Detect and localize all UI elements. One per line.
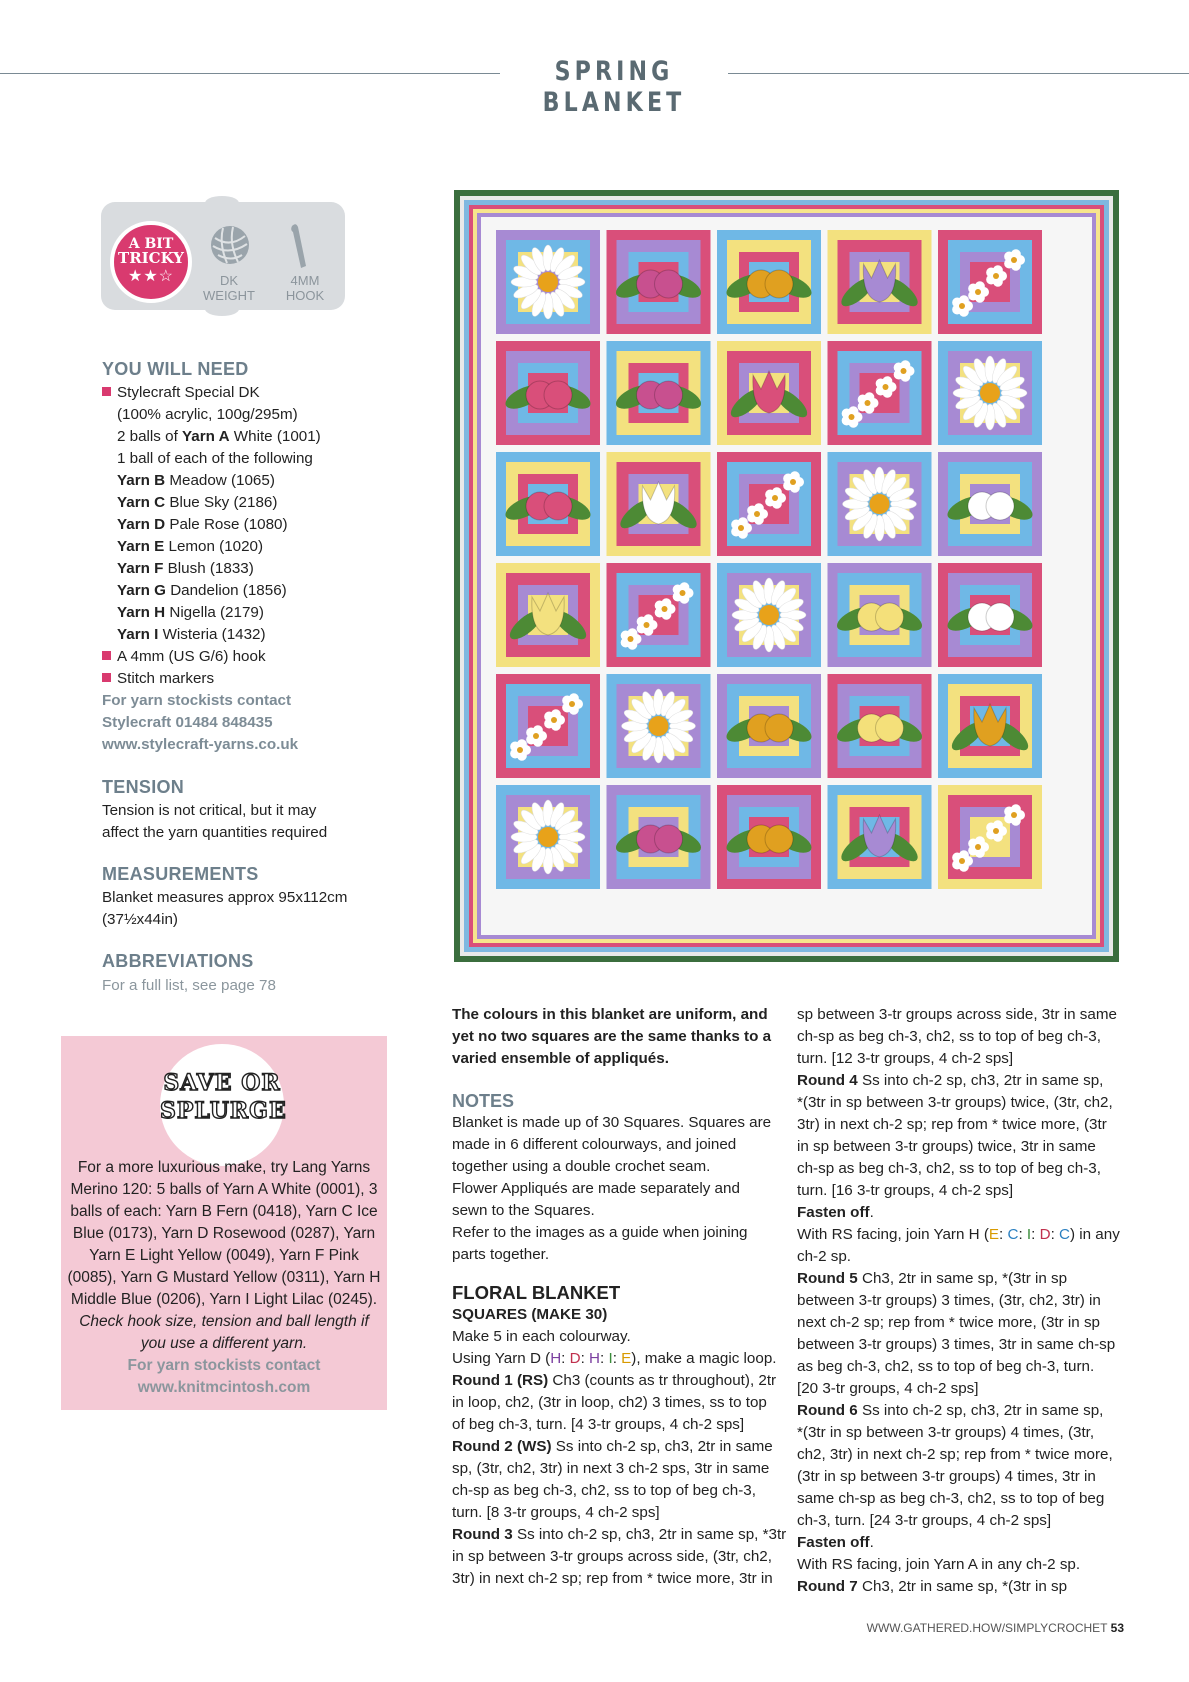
blanket-square: [496, 563, 600, 667]
yarn-name: Yarn H: [117, 604, 166, 621]
notes-line: Flower Appliqués are made separately and: [452, 1180, 740, 1197]
yarn-a-line: [102, 426, 402, 448]
notes-line: Blanket is made up of 30 Squares. Squares are: [452, 1114, 772, 1131]
blanket-square: [717, 452, 821, 556]
join-pre: With RS facing, join Yarn H (: [797, 1226, 989, 1243]
measurements-text: [102, 887, 402, 931]
round-text: Ch3, 2tr in same sp, *(3tr in sp: [857, 1578, 1068, 1595]
col2b-lines: [797, 1268, 1137, 1598]
header-rule-left: [0, 73, 500, 74]
round-text: *(3tr in sp between 3-tr groups) twice, (3tr, ch2,: [797, 1094, 1113, 1111]
round-text: Ss into ch-2 sp, ch3, 2tr in same: [551, 1438, 773, 1455]
round-label: Round 5: [797, 1270, 858, 1287]
round-text: turn. [16 3-tr groups, 4 ch-2 sps]: [797, 1182, 1014, 1199]
pattern-line: [797, 1268, 1137, 1290]
yarn-name: Yarn F: [117, 560, 164, 577]
blanket-square: [828, 785, 932, 889]
splurge-contact-1: For yarn stockists contact: [127, 1357, 321, 1374]
blanket-square: [828, 674, 932, 778]
blanket-square: [717, 674, 821, 778]
stockist-contact-1: For yarn stockists contact: [102, 692, 292, 709]
yarn-a-name: Yarn A: [182, 428, 230, 445]
pattern-line: [797, 1554, 1137, 1576]
abbreviations-heading: ABBREVIATIONS: [102, 951, 254, 971]
blanket-square: [607, 785, 711, 889]
yarn-h: [102, 602, 402, 624]
round-text: sp, (3tr, ch2, 3tr) in next 3 ch-2 sps, 3tr in same: [452, 1460, 770, 1477]
round-text: [20 3-tr groups, 4 ch-2 sps]: [797, 1380, 979, 1397]
stockist-contact-2: Stylecraft 01484 848435: [102, 714, 273, 731]
pattern-line: [452, 1480, 792, 1502]
pattern-line: [452, 1524, 792, 1546]
round-text: Ss into ch-2 sp, ch3, 2tr in same sp, *3tr: [512, 1526, 787, 1543]
round-text: 3tr) in next ch-2 sp; rep from * twice more, 3tr in: [452, 1570, 773, 1587]
pattern-line: [797, 1400, 1137, 1422]
round-text: With RS facing, join Yarn A in any ch-2 sp.: [797, 1556, 1081, 1573]
yarn-i: [102, 624, 402, 646]
weight-label-line2: WEIGHT: [203, 288, 255, 303]
blanket-square: [828, 452, 932, 556]
yarn-colour: Pale Rose (1080): [165, 516, 288, 533]
round-text: Ss into ch-2 sp, ch3, 2tr in same sp,: [857, 1402, 1104, 1419]
notes-line: sewn to the Squares.: [452, 1202, 595, 1219]
tension-heading: TENSION: [102, 777, 185, 797]
yarn-colour: Blue Sky (2186): [165, 494, 278, 511]
pattern-line: [797, 1092, 1137, 1114]
blanket-square: [607, 341, 711, 445]
save-or-splurge-title-2: SPLURGE: [160, 1098, 287, 1124]
blanket-square: [607, 452, 711, 556]
round-text: (3tr in sp between 3-tr groups) 4 times, 3tr in: [797, 1468, 1096, 1485]
badge-notch-bottom: [205, 302, 239, 316]
using-pre: Using Yarn D (: [452, 1350, 551, 1367]
round-text: in loop, ch2, (3tr in loop, ch2) 3 times, ss to top: [452, 1394, 767, 1411]
pattern-line: [797, 1312, 1137, 1334]
blanket-square: [496, 785, 600, 889]
blanket-square: [828, 341, 932, 445]
round-label: Round 3: [452, 1526, 513, 1543]
yarn-colour: Meadow (1065): [165, 472, 275, 489]
round-text: .: [869, 1204, 874, 1221]
round-text: ch-sp as beg ch-3, ch2, ss to top of beg ch-3,: [452, 1482, 756, 1499]
intro-text: [452, 1004, 792, 1070]
bullet-icon: [102, 673, 111, 682]
yarn-a-pre: 2 balls of: [117, 428, 183, 445]
yarn-colour: Dandelion (1856): [165, 582, 287, 599]
save-or-splurge-text: [66, 1157, 382, 1399]
intro-line-3: varied ensemble of appliqués.: [452, 1050, 669, 1067]
pattern-line: [452, 1392, 792, 1414]
pattern-line: [797, 1202, 1137, 1224]
blanket-square: [717, 563, 821, 667]
blanket-square: [607, 674, 711, 778]
yarn-code: D: [1039, 1226, 1051, 1243]
pattern-line: [452, 1370, 792, 1392]
blanket-square: [938, 341, 1042, 445]
pattern-line: [797, 1290, 1137, 1312]
notes-line: Refer to the images as a guide when joining: [452, 1224, 748, 1241]
col1-lines: [452, 1370, 792, 1590]
materials-markers: [102, 668, 402, 690]
splurge-note: Check hook size, tension and ball length if you use a different yarn.: [79, 1313, 369, 1352]
round-text: Ch3, 2tr in same sp, *(3tr in sp: [857, 1270, 1068, 1287]
materials-yarn: [102, 382, 402, 404]
yarn-code: E: [988, 1226, 1000, 1243]
yarn-name: Yarn C: [117, 494, 166, 511]
blanket-square: [828, 230, 932, 334]
blanket-square: [607, 563, 711, 667]
yarn-name: Yarn I: [117, 626, 159, 643]
squares-subheading: SQUARES (MAKE 30): [452, 1306, 608, 1323]
round-label: Round 1 (RS): [452, 1372, 549, 1389]
splurge-website[interactable]: www.knitmcintosh.com: [137, 1379, 311, 1396]
notes-line: made in 6 different colourways, and joined: [452, 1136, 737, 1153]
blanket-square: [607, 230, 711, 334]
yarn-colour: Blush (1833): [163, 560, 254, 577]
join-yarn-h-line: With RS facing, join Yarn H (E: C: I: D: C) in any: [797, 1226, 1120, 1243]
yarn-colour: Wisteria (1432): [158, 626, 266, 643]
round-text: next ch-2 sp; rep from * twice more, (3tr in sp: [797, 1314, 1101, 1331]
pattern-column-1: [452, 1282, 792, 1590]
col2a-lines: [797, 1004, 1137, 1224]
round-text: in sp between 3-tr groups across side, (3tr, ch2,: [452, 1548, 772, 1565]
blanket-photo: [452, 186, 1121, 966]
round-text: same ch-sp as beg ch-3, ch2, ss to top of beg: [797, 1490, 1105, 1507]
pattern-line: [797, 1158, 1137, 1180]
measurements-heading: MEASUREMENTS: [102, 864, 259, 884]
bullet-icon: [102, 651, 111, 660]
yarn-colour: Nigella (2179): [165, 604, 264, 621]
one-ball-line: 1 ball of each of the following: [117, 450, 313, 467]
weight-label: [194, 273, 264, 303]
stockist-website[interactable]: www.stylecraft-yarns.co.uk: [102, 736, 299, 753]
page-footer: [867, 1621, 1124, 1635]
pattern-line: [797, 1070, 1137, 1092]
tension-text: [102, 800, 402, 844]
round-label: Round 2 (WS): [452, 1438, 552, 1455]
round-text: in sp between 3-tr groups) twice, 3tr in same: [797, 1138, 1096, 1155]
pattern-line: [452, 1502, 792, 1524]
intro-line-1: The colours in this blanket are uniform, and: [452, 1006, 768, 1023]
round-text: between 3-tr groups) 3 times, (3tr, ch2, 3tr) in: [797, 1292, 1101, 1309]
hook-text: A 4mm (US G/6) hook: [117, 648, 266, 665]
tension-line-2: affect the yarn quantities required: [102, 824, 328, 841]
you-will-need-heading: YOU WILL NEED: [102, 359, 249, 379]
hook-label-line2: HOOK: [285, 288, 325, 303]
yarn-code: I: [1026, 1226, 1032, 1243]
yarn-line-1: Stylecraft Special DK: [117, 384, 260, 401]
blanket-square: [938, 230, 1042, 334]
hook-label-line1: 4MM: [290, 273, 320, 288]
round-text: .: [869, 1534, 874, 1551]
weight-label-line1: DK: [219, 273, 239, 288]
pattern-line: [797, 1488, 1137, 1510]
markers-text: Stitch markers: [117, 670, 215, 687]
pattern-line: [797, 1180, 1137, 1202]
blanket-square: [496, 452, 600, 556]
ch-sp-line: ch-2 sp.: [797, 1248, 852, 1265]
pattern-line: [452, 1546, 792, 1568]
round-text: Ss into ch-2 sp, ch3, 2tr in same sp,: [857, 1072, 1104, 1089]
pattern-line: [797, 1114, 1137, 1136]
yarn-b: [102, 470, 402, 492]
blanket-square: [717, 341, 821, 445]
abbreviations-text: For a full list, see page 78: [102, 977, 276, 994]
pattern-line: [452, 1458, 792, 1480]
pattern-line: [452, 1436, 792, 1458]
blanket-square: [496, 674, 600, 778]
pattern-line: [797, 1576, 1137, 1598]
round-text: as beg ch-3, ch2, ss to top of beg ch-3, turn.: [797, 1358, 1095, 1375]
page-number: 53: [1110, 1621, 1124, 1635]
round-label: Round 4: [797, 1072, 858, 1089]
yarn-code: H: [589, 1350, 601, 1367]
yarn-code: I: [608, 1350, 613, 1367]
yarn-f: [102, 558, 402, 580]
pattern-line: [797, 1378, 1137, 1400]
round-text: between 3-tr groups) 3 times, 3tr in same ch-sp: [797, 1336, 1116, 1353]
yarn-code: C: [1007, 1226, 1019, 1243]
round-label: Round 6: [797, 1402, 858, 1419]
notes-line: parts together.: [452, 1246, 550, 1263]
yarn-a-colour: White (1001): [229, 428, 321, 445]
round-text: of beg ch-3, turn. [4 3-tr groups, 4 ch-2 sps]: [452, 1416, 745, 1433]
save-or-splurge-title-1: SAVE OR: [163, 1070, 281, 1096]
pattern-line: [797, 1026, 1137, 1048]
blanket-square: [938, 674, 1042, 778]
pattern-line: [797, 1004, 1137, 1026]
splurge-body: For a more luxurious make, try Lang Yarns Merino 120: 5 balls of Yarn A White (0001), 3 balls of each: Yarn B Fern (0418), Yarn C Ice Blue (0173), Yarn D Rosewood (0287), Yarn Yarn E Light Yellow (0049), Yarn F Pink (0085), Yarn G Mustard Yellow (0311), Yarn H Middle Blue (0206), Yarn I Light Lilac (0245).: [67, 1159, 381, 1308]
notes-section: [452, 1090, 792, 1266]
difficulty-badge: [110, 221, 192, 303]
difficulty-stars: ★★☆: [127, 268, 175, 285]
pattern-line: [452, 1568, 792, 1590]
pattern-line: [797, 1048, 1137, 1070]
notes-heading: NOTES: [452, 1091, 515, 1111]
round-label: Fasten off: [797, 1204, 870, 1221]
crochet-hook-icon: [286, 222, 312, 270]
join-post: ) in any: [1069, 1226, 1120, 1243]
round-text: ch-sp as beg ch-3, ch2, ss to top of beg ch-3,: [797, 1160, 1101, 1177]
hook-label: [270, 273, 340, 303]
difficulty-line-1: A BIT: [128, 236, 174, 252]
pattern-line: [797, 1466, 1137, 1488]
pattern-line: [452, 1414, 792, 1436]
round-text: 3tr) in next ch-2 sp; rep from * twice more, (3tr: [797, 1116, 1107, 1133]
header-rule-right: [728, 73, 1189, 74]
notes-line: together using a double crochet seam.: [452, 1158, 711, 1175]
pattern-line: [797, 1136, 1137, 1158]
yarn-name: Yarn D: [117, 516, 166, 533]
blanket-square: [938, 452, 1042, 556]
measurements-line-2: (37½x44in): [102, 911, 178, 928]
tension-line-1: Tension is not critical, but it may: [102, 802, 317, 819]
make-five: Make 5 in each colourway.: [452, 1328, 631, 1345]
round-label: Fasten off: [797, 1534, 870, 1551]
round-text: turn. [12 3-tr groups, 4 ch-2 sps]: [797, 1050, 1014, 1067]
measurements-line-1: Blanket measures approx 95x112cm: [102, 889, 348, 906]
difficulty-line-2: TRICKY: [118, 249, 184, 267]
round-text: *(3tr in sp between 3-tr groups) 4 times, (3tr,: [797, 1424, 1095, 1441]
pattern-line: [797, 1444, 1137, 1466]
yarn-name: Yarn E: [117, 538, 165, 555]
footer-url[interactable]: WWW.GATHERED.HOW/SIMPLYCROCHET: [866, 1621, 1108, 1635]
yarn-code: C: [1059, 1226, 1070, 1243]
yarn-code: H: [550, 1350, 562, 1367]
round-text: turn. [8 3-tr groups, 4 ch-2 sps]: [452, 1504, 660, 1521]
blanket-square: [828, 563, 932, 667]
blanket-square: [717, 785, 821, 889]
pattern-line: [797, 1356, 1137, 1378]
pattern-line: [797, 1532, 1137, 1554]
blanket-square: [496, 341, 600, 445]
pattern-line: [797, 1510, 1137, 1532]
yarn-g: [102, 580, 402, 602]
yarn-code: E: [621, 1350, 632, 1367]
round-text: ch-3, turn. [24 3-tr groups, 4 ch-2 sps]: [797, 1512, 1052, 1529]
blanket-square: [938, 785, 1042, 889]
round-text: ch-sp as beg ch-3, ch2, ss to top of beg ch-3,: [797, 1028, 1101, 1045]
round-text: ch2, 3tr) in next ch-2 sp; rep from * twice more,: [797, 1446, 1113, 1463]
materials-hook: [102, 646, 402, 668]
blanket-square: [496, 230, 600, 334]
materials-list: [102, 382, 402, 756]
yarn-colour: Lemon (1020): [164, 538, 264, 555]
intro-line-2: yet no two squares are the same thanks to a: [452, 1028, 772, 1045]
yarn-name: Yarn G: [117, 582, 166, 599]
yarn-code: D: [569, 1350, 581, 1367]
round-text: sp between 3-tr groups across side, 3tr in same: [797, 1006, 1117, 1023]
page-title: SPRING BLANKET: [542, 56, 686, 118]
pattern-column-2: [797, 1004, 1137, 1598]
round-text: Ch3 (counts as tr throughout), 2tr: [548, 1372, 777, 1389]
blanket-square: [717, 230, 821, 334]
using-yarn-line: Using Yarn D (H: D: H: I: E), make a magic loop.: [452, 1350, 777, 1367]
yarn-line-2: (100% acrylic, 100g/295m): [117, 406, 298, 423]
yarn-ball-icon: [209, 224, 251, 266]
yarn-d: [102, 514, 402, 536]
blanket-square: [938, 563, 1042, 667]
pattern-line: [797, 1334, 1137, 1356]
yarn-e: [102, 536, 402, 558]
pattern-heading: FLORAL BLANKET: [452, 1282, 621, 1303]
round-label: Round 7: [797, 1578, 858, 1595]
yarn-name: Yarn B: [117, 472, 166, 489]
using-post: ), make a magic loop.: [631, 1350, 777, 1367]
pattern-line: [797, 1422, 1137, 1444]
yarn-c: [102, 492, 402, 514]
bullet-icon: [102, 387, 111, 396]
